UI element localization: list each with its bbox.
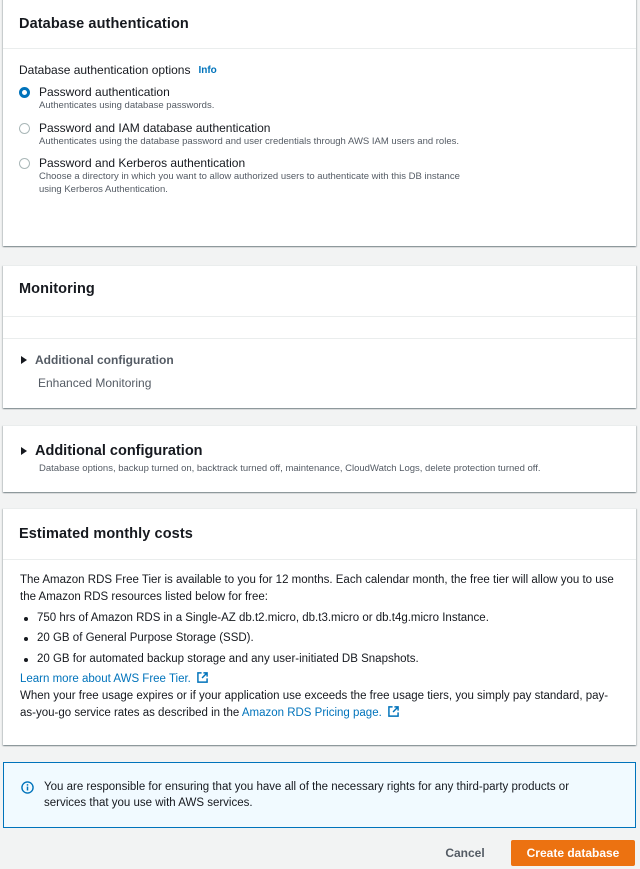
database-authentication-panel: [3, 0, 636, 246]
radio-text: [39, 85, 479, 113]
list-item: 750 hrs of Amazon RDS in a Single-AZ db.t2.micro, db.t3.micro or db.t4g.micro Instance.: [20, 610, 620, 627]
info-link[interactable]: Info: [198, 64, 217, 76]
estimated-monthly-costs-header: Estimated monthly costs: [3, 509, 636, 560]
radio-description: Choose a directory in which you want to allow authorized users to authenticate with this DB instance using Kerberos Authentication.: [39, 171, 460, 195]
radio-title: Password authentication: [39, 85, 170, 99]
additional-configuration-title: Additional configuration: [35, 443, 203, 459]
costs-outro-text: When your free usage expires or if your application use exceeds the free usage tiers, you simply pay standard, pay-as-you-go service rates as described in the: [20, 689, 609, 719]
additional-configuration-expander[interactable]: [3, 426, 636, 459]
radio-description: Authenticates using the database password and user credentials through AWS IAM users and roles.: [39, 135, 459, 147]
authentication-options: [3, 49, 636, 196]
authentication-options-label-text: Database authentication options: [19, 63, 191, 77]
alert-text: You are responsible for ensuring that you have all of the necessary rights for any third-party products or services that you use with AWS services.: [44, 781, 570, 809]
monitoring-additional-configuration-expander[interactable]: [3, 339, 636, 367]
free-tier-list: [20, 610, 620, 668]
monitoring-divider: [3, 317, 636, 339]
external-link-icon[interactable]: [197, 672, 208, 683]
monitoring-header: Monitoring: [3, 266, 636, 317]
estimated-monthly-costs-panel: [3, 508, 636, 745]
cancel-button[interactable]: Cancel: [432, 840, 498, 866]
radio-password-authentication[interactable]: [19, 85, 620, 113]
radio-button[interactable]: [19, 123, 30, 134]
external-link-icon[interactable]: [388, 706, 399, 717]
additional-configuration-panel: [3, 425, 636, 492]
radio-description: Authenticates using database passwords.: [39, 100, 215, 111]
radio-text: [39, 156, 479, 196]
radio-title: Password and IAM database authentication: [39, 120, 271, 135]
additional-configuration-description: Database options, backup turned on, backtrack turned off, maintenance, CloudWatch Logs, delete protection turned off.: [39, 463, 541, 474]
radio-button-checked[interactable]: [19, 87, 30, 98]
learn-more-free-tier-link[interactable]: Learn more about AWS Free Tier.: [20, 672, 191, 685]
caret-right-icon: [21, 447, 27, 455]
authentication-options-label: [19, 63, 620, 77]
radio-password-iam-authentication[interactable]: [19, 121, 620, 149]
caret-right-icon: [21, 356, 27, 364]
list-item: 20 GB of General Purpose Storage (SSD).: [20, 630, 620, 647]
costs-outro: [20, 688, 620, 722]
radio-text: [39, 121, 479, 149]
radio-password-kerberos-authentication[interactable]: [19, 156, 620, 196]
expander-title: Additional configuration: [35, 353, 174, 367]
database-authentication-header: Database authentication: [3, 0, 636, 49]
costs-intro: The Amazon RDS Free Tier is available to you for 12 months. Each calendar month, the free tier will allow you to use the Amazon RDS resources listed below for free:: [20, 574, 614, 603]
list-item: 20 GB for automated backup storage and any user-initiated DB Snapshots.: [20, 651, 620, 668]
learn-more-row: [20, 671, 620, 688]
monitoring-panel: [3, 265, 636, 408]
radio-title: Password and Kerberos authentication: [39, 156, 246, 170]
info-alert: [3, 762, 636, 828]
create-database-button[interactable]: Create database: [511, 840, 635, 866]
enhanced-monitoring-label: Enhanced Monitoring: [38, 376, 152, 390]
rds-pricing-link[interactable]: Amazon RDS Pricing page.: [241, 706, 382, 719]
radio-button[interactable]: [19, 158, 30, 169]
info-icon: [21, 781, 34, 794]
costs-body: [3, 560, 636, 722]
